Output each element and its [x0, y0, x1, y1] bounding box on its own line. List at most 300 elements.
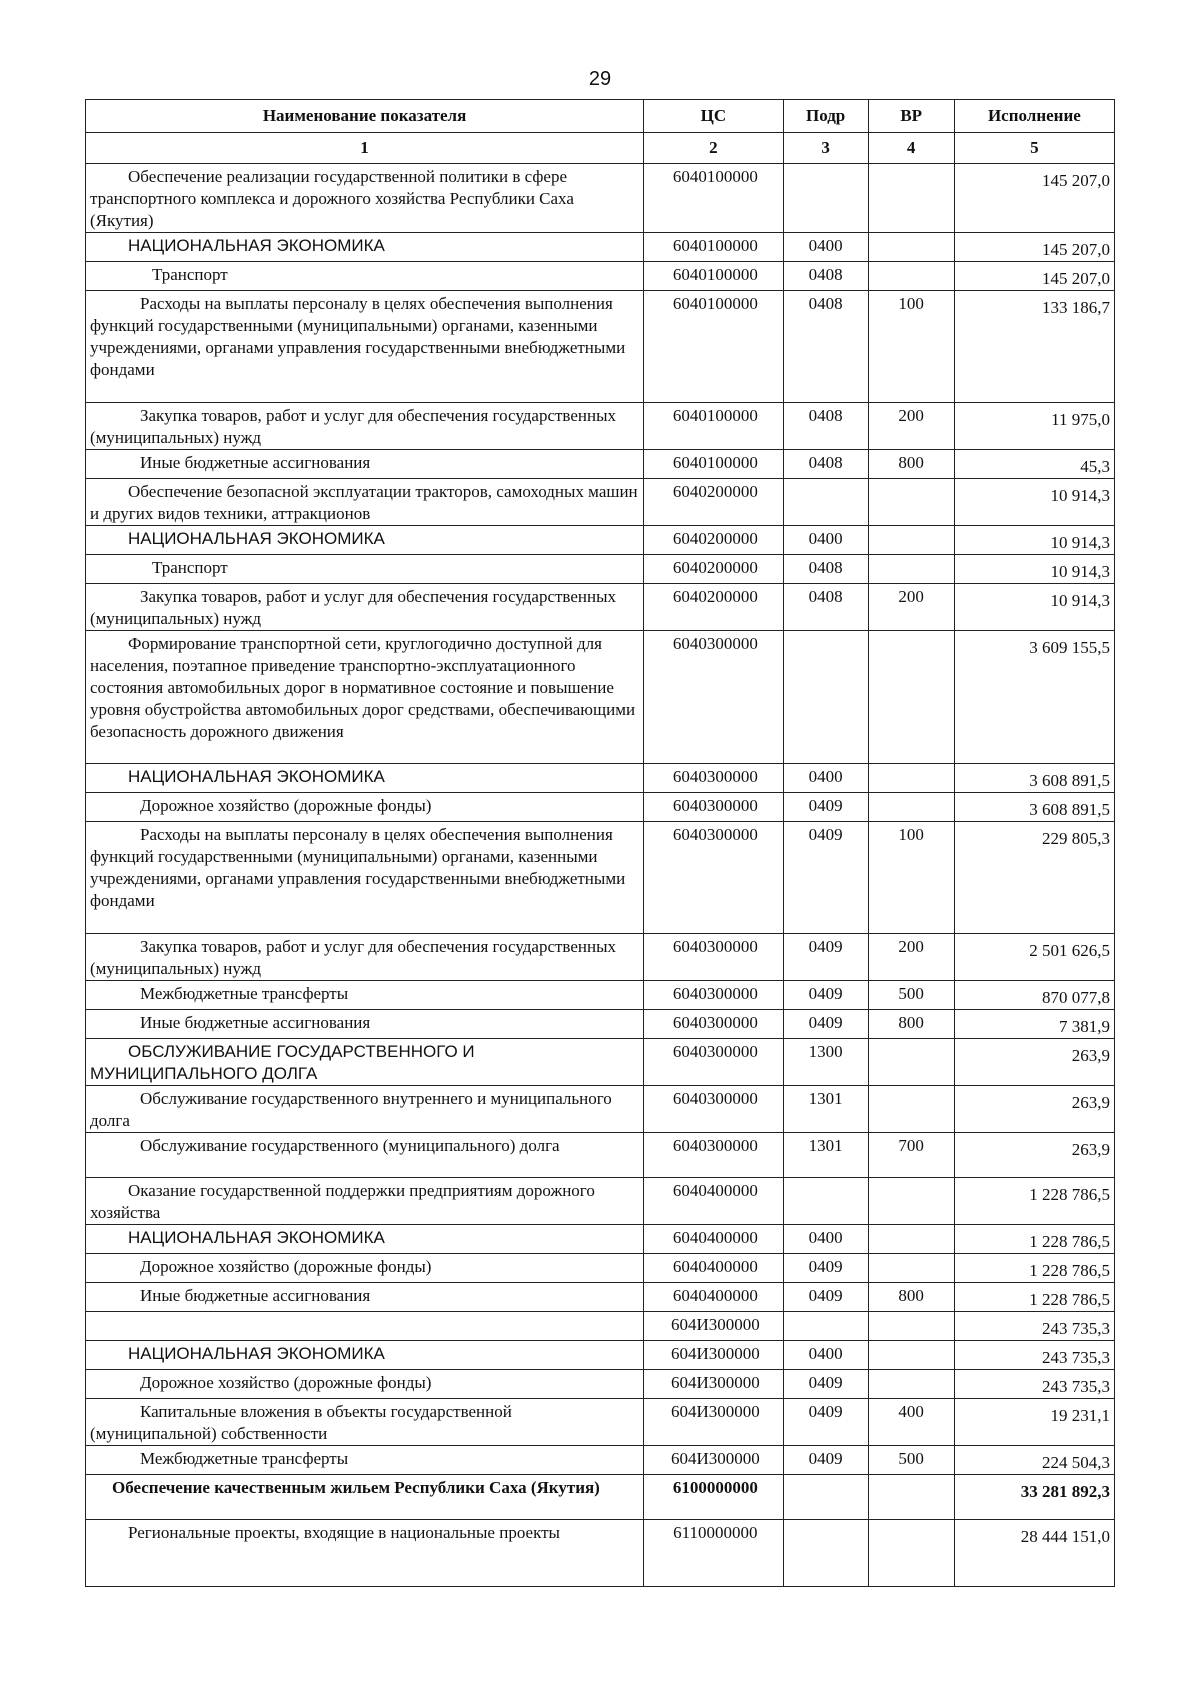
table-row — [86, 1520, 1115, 1587]
row-name-cell — [86, 822, 644, 934]
row-vr-code: 200 — [898, 937, 924, 956]
column-number: 1 — [86, 133, 644, 164]
table-row — [86, 1010, 1115, 1039]
row-execution-amount-cell — [954, 981, 1114, 1010]
row-vr-code-cell — [868, 1039, 954, 1086]
row-podr-code: 1301 — [808, 1089, 843, 1108]
row-vr-code-cell — [868, 793, 954, 822]
row-execution-amount: 3 608 891,5 — [1029, 800, 1110, 819]
table-row — [86, 1225, 1115, 1254]
row-vr-code-cell — [868, 584, 954, 631]
row-vr-code-cell — [868, 1341, 954, 1370]
table-row — [86, 1283, 1115, 1312]
row-podr-code-cell — [783, 584, 868, 631]
row-name: Расходы на выплаты персоналу в целях обеспечения выполнения функций государственными (муниципальными) органами, казенными учреждениями, органами управления государственными внебюджетными фондами — [90, 825, 626, 910]
row-execution-amount-cell — [954, 822, 1114, 934]
row-cs-code: 6040300000 — [672, 796, 758, 815]
row-name-cell — [86, 262, 644, 291]
row-execution-amount-cell — [954, 403, 1114, 450]
row-name-cell — [86, 1399, 644, 1446]
row-cs-code-cell — [644, 1254, 784, 1283]
row-cs-code-cell — [644, 584, 784, 631]
row-vr-code-cell — [868, 555, 954, 584]
row-cs-code: 6040100000 — [672, 453, 758, 472]
row-cs-code: 6040300000 — [672, 1089, 758, 1108]
row-vr-code: 800 — [898, 1013, 924, 1032]
row-vr-code: 100 — [898, 294, 924, 313]
row-execution-amount-cell — [954, 233, 1114, 262]
row-cs-code: 6040400000 — [672, 1257, 758, 1276]
row-execution-amount: 45,3 — [1080, 457, 1110, 476]
row-name-cell — [86, 555, 644, 584]
row-vr-code-cell — [868, 1086, 954, 1133]
table-column-numbers-row — [86, 133, 1115, 164]
row-cs-code: 6040400000 — [672, 1181, 758, 1200]
row-execution-amount-cell — [954, 450, 1114, 479]
row-vr-code-cell — [868, 1399, 954, 1446]
row-name: Межбюджетные трансферты — [140, 984, 349, 1003]
row-podr-code-cell — [783, 1312, 868, 1341]
row-podr-code: 0409 — [808, 825, 843, 844]
header-execution: Исполнение — [954, 100, 1114, 133]
row-vr-code-cell — [868, 1254, 954, 1283]
row-vr-code: 500 — [898, 984, 924, 1003]
row-vr-code-cell — [868, 526, 954, 555]
row-podr-code-cell — [783, 1399, 868, 1446]
row-cs-code: 6040400000 — [672, 1228, 758, 1247]
table-row — [86, 1475, 1115, 1520]
row-podr-code: 0400 — [808, 1344, 843, 1363]
row-execution-amount: 870 077,8 — [1042, 988, 1110, 1007]
row-name: Транспорт — [152, 265, 228, 284]
row-vr-code-cell — [868, 291, 954, 403]
row-execution-amount: 3 608 891,5 — [1029, 771, 1110, 790]
row-vr-code-cell — [868, 1446, 954, 1475]
row-cs-code: 6040200000 — [672, 529, 758, 548]
table-row — [86, 1254, 1115, 1283]
table-row — [86, 1446, 1115, 1475]
row-cs-code: 604И300000 — [670, 1373, 760, 1392]
row-execution-amount-cell — [954, 1475, 1114, 1520]
row-vr-code-cell — [868, 1010, 954, 1039]
row-cs-code-cell — [644, 1399, 784, 1446]
row-cs-code: 6040300000 — [672, 634, 758, 653]
row-execution-amount-cell — [954, 1254, 1114, 1283]
row-name-cell — [86, 1133, 644, 1178]
row-cs-code: 6040100000 — [672, 294, 758, 313]
row-cs-code-cell — [644, 631, 784, 764]
row-name-cell — [86, 1039, 644, 1086]
row-cs-code: 604И300000 — [670, 1449, 760, 1468]
row-podr-code-cell — [783, 1133, 868, 1178]
row-execution-amount-cell — [954, 934, 1114, 981]
row-name: Обеспечение качественным жильем Республики Саха (Якутия) — [112, 1478, 600, 1497]
row-name-cell — [86, 764, 644, 793]
row-cs-code: 6040300000 — [672, 1013, 758, 1032]
row-podr-code-cell — [783, 1370, 868, 1399]
row-podr-code: 0408 — [808, 265, 843, 284]
column-number: 4 — [868, 133, 954, 164]
row-podr-code-cell — [783, 1254, 868, 1283]
row-cs-code: 6040300000 — [672, 1042, 758, 1061]
row-cs-code: 6040200000 — [672, 587, 758, 606]
row-cs-code-cell — [644, 291, 784, 403]
row-name: Обеспечение реализации государственной политики в сфере транспортного комплекса и дорожного хозяйства Республики Саха (Якутия) — [90, 167, 574, 230]
row-vr-code-cell — [868, 1520, 954, 1587]
row-cs-code-cell — [644, 450, 784, 479]
row-execution-amount: 243 735,3 — [1042, 1348, 1110, 1367]
row-execution-amount: 263,9 — [1071, 1046, 1110, 1065]
row-name: НАЦИОНАЛЬНАЯ ЭКОНОМИКА — [128, 767, 385, 786]
row-cs-code: 6040100000 — [672, 265, 758, 284]
row-podr-code-cell — [783, 793, 868, 822]
row-cs-code-cell — [644, 555, 784, 584]
row-vr-code-cell — [868, 164, 954, 233]
row-execution-amount: 145 207,0 — [1042, 240, 1110, 259]
row-name: Капитальные вложения в объекты государственной (муниципальной) собственности — [90, 1402, 512, 1443]
row-vr-code-cell — [868, 262, 954, 291]
row-cs-code-cell — [644, 1341, 784, 1370]
row-vr-code-cell — [868, 450, 954, 479]
header-cs: ЦС — [644, 100, 784, 133]
row-podr-code-cell — [783, 822, 868, 934]
row-podr-code-cell — [783, 1086, 868, 1133]
row-name-cell — [86, 793, 644, 822]
row-execution-amount: 1 228 786,5 — [1029, 1290, 1110, 1309]
row-podr-code: 0409 — [808, 1286, 843, 1305]
header-vr: ВР — [868, 100, 954, 133]
table-row — [86, 981, 1115, 1010]
row-cs-code: 6040300000 — [672, 937, 758, 956]
row-name: Межбюджетные трансферты — [140, 1449, 349, 1468]
row-podr-code-cell — [783, 291, 868, 403]
row-vr-code: 500 — [898, 1449, 924, 1468]
row-execution-amount: 11 975,0 — [1051, 410, 1110, 429]
row-name-cell — [86, 1010, 644, 1039]
row-podr-code-cell — [783, 403, 868, 450]
row-execution-amount-cell — [954, 1341, 1114, 1370]
row-name-cell — [86, 233, 644, 262]
row-name: НАЦИОНАЛЬНАЯ ЭКОНОМИКА — [128, 236, 385, 255]
row-name: Обслуживание государственного внутреннего и муниципального долга — [90, 1089, 612, 1130]
row-cs-code: 604И300000 — [670, 1344, 760, 1363]
row-execution-amount: 243 735,3 — [1042, 1377, 1110, 1396]
row-cs-code: 6040100000 — [672, 406, 758, 425]
row-name-cell — [86, 403, 644, 450]
table-row — [86, 631, 1115, 764]
row-podr-code-cell — [783, 764, 868, 793]
row-cs-code-cell — [644, 1520, 784, 1587]
row-execution-amount: 1 228 786,5 — [1029, 1232, 1110, 1251]
table-row — [86, 479, 1115, 526]
row-podr-code-cell — [783, 1341, 868, 1370]
row-podr-code-cell — [783, 1520, 868, 1587]
row-execution-amount-cell — [954, 555, 1114, 584]
table-row — [86, 764, 1115, 793]
row-execution-amount-cell — [954, 584, 1114, 631]
row-execution-amount-cell — [954, 1520, 1114, 1587]
row-podr-code-cell — [783, 1283, 868, 1312]
row-vr-code: 800 — [898, 453, 924, 472]
row-cs-code-cell — [644, 1039, 784, 1086]
row-name: Дорожное хозяйство (дорожные фонды) — [140, 796, 432, 815]
row-name: Обеспечение безопасной эксплуатации тракторов, самоходных машин и других видов техники, аттракционов — [90, 482, 638, 523]
row-cs-code-cell — [644, 1133, 784, 1178]
row-cs-code-cell — [644, 934, 784, 981]
row-execution-amount: 224 504,3 — [1042, 1453, 1110, 1472]
row-podr-code: 0409 — [808, 1402, 843, 1421]
row-vr-code-cell — [868, 981, 954, 1010]
row-vr-code: 400 — [898, 1402, 924, 1421]
row-cs-code: 6040300000 — [672, 767, 758, 786]
row-execution-amount: 1 228 786,5 — [1029, 1185, 1110, 1204]
row-podr-code-cell — [783, 981, 868, 1010]
row-podr-code-cell — [783, 934, 868, 981]
row-podr-code: 0408 — [808, 587, 843, 606]
row-execution-amount-cell — [954, 631, 1114, 764]
row-name-cell — [86, 934, 644, 981]
row-vr-code-cell — [868, 403, 954, 450]
row-podr-code-cell — [783, 1446, 868, 1475]
row-execution-amount: 263,9 — [1071, 1140, 1110, 1159]
row-execution-amount: 2 501 626,5 — [1029, 941, 1110, 960]
row-podr-code-cell — [783, 1039, 868, 1086]
table-row — [86, 1370, 1115, 1399]
table-row — [86, 164, 1115, 233]
table-row — [86, 1178, 1115, 1225]
table-row — [86, 403, 1115, 450]
row-name-cell — [86, 584, 644, 631]
row-name-cell — [86, 1370, 644, 1399]
row-cs-code-cell — [644, 822, 784, 934]
row-podr-code-cell — [783, 450, 868, 479]
row-execution-amount-cell — [954, 1225, 1114, 1254]
row-execution-amount-cell — [954, 479, 1114, 526]
row-vr-code: 800 — [898, 1286, 924, 1305]
column-number: 3 — [783, 133, 868, 164]
row-name-cell — [86, 1475, 644, 1520]
table-row — [86, 1399, 1115, 1446]
row-cs-code-cell — [644, 1010, 784, 1039]
row-podr-code-cell — [783, 1225, 868, 1254]
table-row — [86, 526, 1115, 555]
row-cs-code: 6040200000 — [672, 558, 758, 577]
row-vr-code-cell — [868, 764, 954, 793]
row-name-cell — [86, 526, 644, 555]
row-name: НАЦИОНАЛЬНАЯ ЭКОНОМИКА — [128, 1228, 385, 1247]
row-name: Расходы на выплаты персоналу в целях обеспечения выполнения функций государственными (муниципальными) органами, казенными учреждениями, органами управления государственными внебюджетными фондами — [90, 294, 626, 379]
header-podr: Подр — [783, 100, 868, 133]
row-podr-code-cell — [783, 233, 868, 262]
budget-execution-table — [85, 99, 1115, 1587]
table-row — [86, 1341, 1115, 1370]
row-cs-code-cell — [644, 403, 784, 450]
row-cs-code: 6040200000 — [672, 482, 758, 501]
row-name-cell — [86, 450, 644, 479]
row-podr-code: 0409 — [808, 1257, 843, 1276]
row-execution-amount-cell — [954, 1399, 1114, 1446]
row-vr-code-cell — [868, 479, 954, 526]
row-name-cell — [86, 1341, 644, 1370]
row-name-cell — [86, 981, 644, 1010]
row-name-cell — [86, 1283, 644, 1312]
row-name: Дорожное хозяйство (дорожные фонды) — [140, 1373, 432, 1392]
row-cs-code-cell — [644, 1312, 784, 1341]
row-execution-amount: 133 186,7 — [1042, 298, 1110, 317]
row-cs-code-cell — [644, 1225, 784, 1254]
row-vr-code-cell — [868, 1475, 954, 1520]
row-name-cell — [86, 479, 644, 526]
row-execution-amount: 10 914,3 — [1050, 562, 1110, 581]
table-row — [86, 934, 1115, 981]
row-name-cell — [86, 1178, 644, 1225]
row-cs-code: 6040400000 — [672, 1286, 758, 1305]
row-cs-code-cell — [644, 262, 784, 291]
table-row — [86, 822, 1115, 934]
header-name: Наименование показателя — [86, 100, 644, 133]
row-execution-amount-cell — [954, 1086, 1114, 1133]
row-podr-code-cell — [783, 631, 868, 764]
row-cs-code-cell — [644, 793, 784, 822]
row-podr-code-cell — [783, 164, 868, 233]
row-cs-code-cell — [644, 526, 784, 555]
row-cs-code-cell — [644, 233, 784, 262]
row-podr-code-cell — [783, 479, 868, 526]
row-cs-code: 6110000000 — [673, 1523, 758, 1542]
page-number: 29 — [588, 68, 612, 90]
row-name-cell — [86, 1254, 644, 1283]
table-row — [86, 450, 1115, 479]
row-podr-code: 0409 — [808, 1013, 843, 1032]
row-execution-amount-cell — [954, 526, 1114, 555]
row-execution-amount: 229 805,3 — [1042, 829, 1110, 848]
row-name: Закупка товаров, работ и услуг для обеспечения государственных (муниципальных) нужд — [90, 937, 617, 978]
row-vr-code: 200 — [898, 587, 924, 606]
row-execution-amount: 3 609 155,5 — [1029, 638, 1110, 657]
row-cs-code: 6100000000 — [672, 1478, 758, 1497]
row-podr-code: 1301 — [808, 1136, 843, 1155]
row-execution-amount-cell — [954, 1039, 1114, 1086]
row-execution-amount: 145 207,0 — [1042, 171, 1110, 190]
row-vr-code-cell — [868, 1370, 954, 1399]
row-cs-code-cell — [644, 1283, 784, 1312]
table-row — [86, 793, 1115, 822]
row-execution-amount: 19 231,1 — [1050, 1406, 1110, 1425]
row-execution-amount: 10 914,3 — [1050, 486, 1110, 505]
row-cs-code: 6040300000 — [672, 1136, 758, 1155]
row-cs-code: 604И300000 — [670, 1315, 760, 1334]
row-execution-amount-cell — [954, 164, 1114, 233]
row-vr-code-cell — [868, 1312, 954, 1341]
row-execution-amount-cell — [954, 1010, 1114, 1039]
row-podr-code: 0409 — [808, 1373, 843, 1392]
row-name: Обслуживание государственного (муниципального) долга — [140, 1136, 560, 1155]
row-podr-code: 0400 — [808, 236, 843, 255]
row-vr-code: 100 — [898, 825, 924, 844]
row-vr-code-cell — [868, 233, 954, 262]
table-row — [86, 291, 1115, 403]
row-name: Региональные проекты, входящие в национальные проекты — [128, 1523, 560, 1542]
row-execution-amount: 10 914,3 — [1050, 533, 1110, 552]
row-execution-amount: 33 281 892,3 — [1020, 1482, 1110, 1501]
row-cs-code-cell — [644, 1370, 784, 1399]
row-podr-code-cell — [783, 526, 868, 555]
row-cs-code-cell — [644, 1475, 784, 1520]
row-execution-amount: 263,9 — [1071, 1093, 1110, 1112]
table-row — [86, 1133, 1115, 1178]
row-podr-code: 0409 — [808, 1449, 843, 1468]
row-name-cell — [86, 1225, 644, 1254]
row-name-cell — [86, 1086, 644, 1133]
table-body — [86, 164, 1115, 1587]
row-podr-code: 0408 — [808, 294, 843, 313]
row-name: Оказание государственной поддержки предприятиям дорожного хозяйства — [90, 1181, 595, 1222]
row-execution-amount-cell — [954, 291, 1114, 403]
row-execution-amount-cell — [954, 1283, 1114, 1312]
row-execution-amount: 145 207,0 — [1042, 269, 1110, 288]
row-vr-code-cell — [868, 822, 954, 934]
row-name-cell — [86, 291, 644, 403]
row-podr-code: 0408 — [808, 453, 843, 472]
row-podr-code-cell — [783, 1475, 868, 1520]
row-execution-amount: 243 735,3 — [1042, 1319, 1110, 1338]
table-row — [86, 555, 1115, 584]
row-podr-code: 0400 — [808, 1228, 843, 1247]
row-cs-code-cell — [644, 981, 784, 1010]
row-name: Закупка товаров, работ и услуг для обеспечения государственных (муниципальных) нужд — [90, 406, 617, 447]
table-row — [86, 262, 1115, 291]
row-name-cell — [86, 164, 644, 233]
column-number: 2 — [644, 133, 784, 164]
row-execution-amount-cell — [954, 1178, 1114, 1225]
row-execution-amount-cell — [954, 262, 1114, 291]
row-podr-code-cell — [783, 555, 868, 584]
row-execution-amount-cell — [954, 1133, 1114, 1178]
row-execution-amount-cell — [954, 793, 1114, 822]
row-execution-amount: 1 228 786,5 — [1029, 1261, 1110, 1280]
row-cs-code: 6040300000 — [672, 825, 758, 844]
row-name: Иные бюджетные ассигнования — [140, 1286, 371, 1305]
row-cs-code-cell — [644, 1086, 784, 1133]
row-vr-code-cell — [868, 1225, 954, 1254]
row-vr-code-cell — [868, 1178, 954, 1225]
row-name: Формирование транспортной сети, круглогодично доступной для населения, поэтапное приведение транспортно-эксплуатационного состояния автомобильных дорог в нормативное состояние и повышение уровня обустройства автомобильных дорог средствами, обеспечивающими безопасность дорожного движения — [90, 634, 636, 741]
row-cs-code-cell — [644, 1178, 784, 1225]
row-podr-code: 0400 — [808, 529, 843, 548]
row-execution-amount-cell — [954, 1312, 1114, 1341]
row-name: ОБСЛУЖИВАНИЕ ГОСУДАРСТВЕННОГО И МУНИЦИПАЛЬНОГО ДОЛГА — [90, 1042, 475, 1083]
row-cs-code: 6040100000 — [672, 236, 758, 255]
row-vr-code-cell — [868, 631, 954, 764]
row-execution-amount: 7 381,9 — [1059, 1017, 1110, 1036]
row-name: Закупка товаров, работ и услуг для обеспечения государственных (муниципальных) нужд — [90, 587, 617, 628]
row-name-cell — [86, 1312, 644, 1341]
row-podr-code-cell — [783, 1010, 868, 1039]
table-row — [86, 1086, 1115, 1133]
row-cs-code: 6040300000 — [672, 984, 758, 1003]
table-row — [86, 1039, 1115, 1086]
row-podr-code: 1300 — [808, 1042, 843, 1061]
row-name-cell — [86, 1446, 644, 1475]
row-podr-code-cell — [783, 262, 868, 291]
row-name: Иные бюджетные ассигнования — [140, 1013, 371, 1032]
row-execution-amount: 10 914,3 — [1050, 591, 1110, 610]
row-vr-code-cell — [868, 1283, 954, 1312]
row-podr-code: 0400 — [808, 767, 843, 786]
row-cs-code-cell — [644, 479, 784, 526]
row-name: Иные бюджетные ассигнования — [140, 453, 371, 472]
row-cs-code: 6040100000 — [672, 167, 758, 186]
